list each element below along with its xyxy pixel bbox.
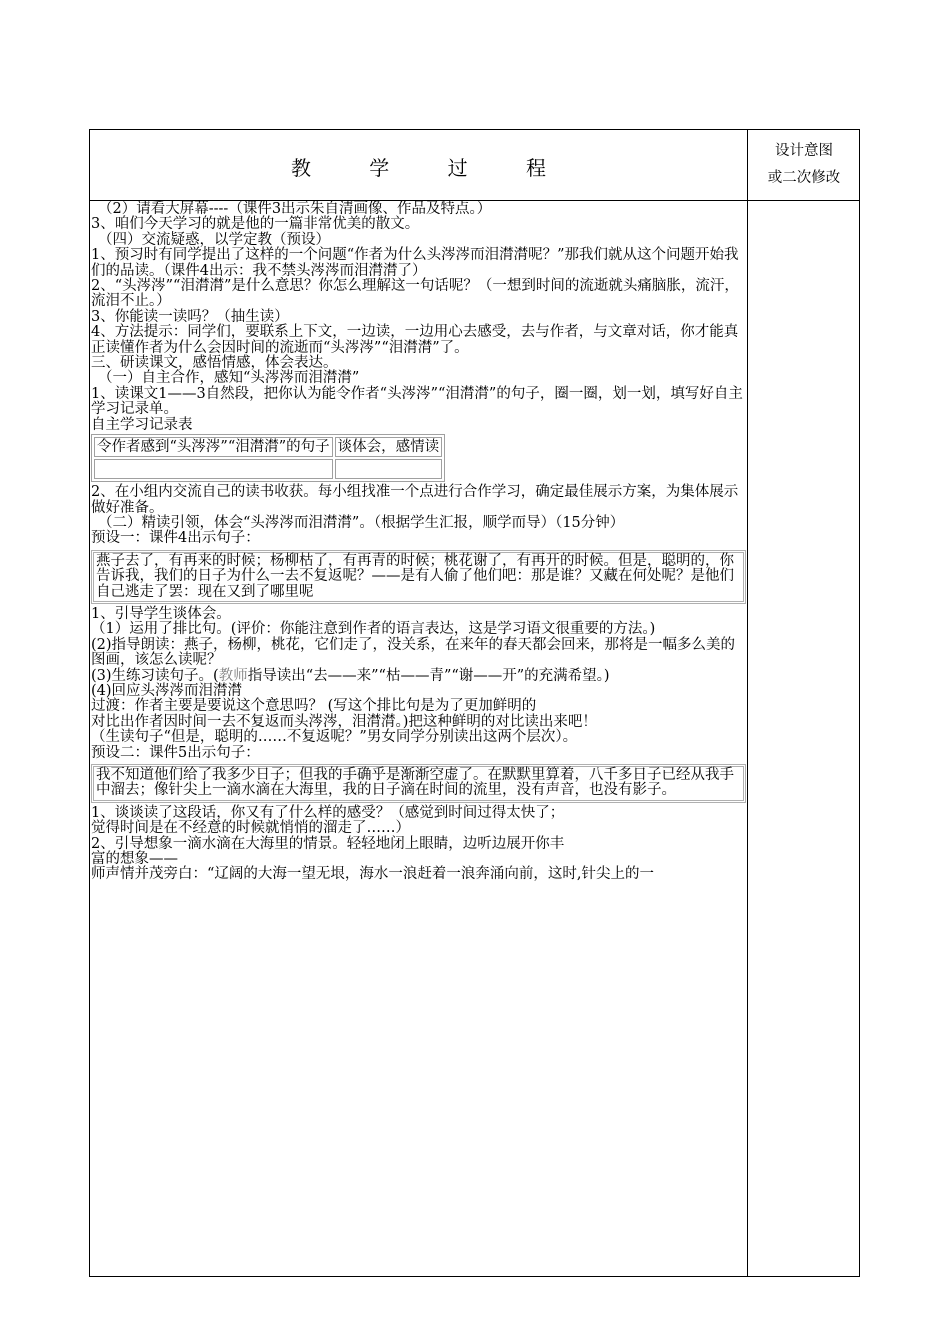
line: 觉得时间是在不经意的时候就悄悄的溜走了……） — [91, 820, 410, 837]
design-intent-line2: 或二次修改 — [767, 170, 841, 186]
line: 师声情并茂旁白：“辽阔的大海一望无垠，海水一浪赶着一浪奔涌向前，这时,针尖上的一 — [91, 866, 655, 883]
process-heading: 教 学 过 程 — [290, 156, 573, 180]
table-row — [94, 459, 442, 479]
line: 4、方法提示：同学们，要联系上下文，一边读，一边用心去感受，去与作者，与文章对话，你才能真正读懂作者为什么会因时间的流逝而“头涔涔”“泪潸潸”了。 — [91, 324, 739, 356]
line: 2、“头涔涔”“泪潸潸”是什么意思？你怎么理解这一句话呢？（一想到时间的流逝就头痛脑胀，流汗，流泪不止。） — [91, 278, 739, 310]
teacher-link[interactable]: 教师 — [218, 667, 248, 684]
line: （1）运用了排比句。(评价：你能注意到作者的语言表达，这是学习语文很重要的方法。) — [91, 621, 656, 638]
line: 3、你能读一读吗？（抽生读） — [91, 308, 289, 325]
line: （四）交流疑惑，以学定教（预设） — [98, 231, 330, 248]
line: （2）请看大屏幕----（课件3出示朱自清画像、作品及特点。） — [98, 201, 492, 217]
line — [91, 669, 746, 684]
record-table — [91, 434, 445, 482]
line: 1、引导学生谈体会。 — [91, 605, 231, 622]
line: 2、引导想象一滴水滴在大海里的情景。轻轻地闭上眼睛，边听边展开你丰 — [91, 835, 565, 852]
line: （一）自主合作，感知“头涔涔而泪潸潸” — [98, 370, 360, 387]
line: （生读句子“但是，聪明的……不复返呢？”男女同学分别读出这两个层次）。 — [91, 729, 578, 746]
line: （二）精读引领，体会“头涔涔而泪潸潸”。（根据学生汇报，顺学而导）（15分钟） — [98, 514, 625, 531]
record-table-header-sentences: 令作者感到“头涔涔”“泪潸潸”的句子 — [94, 437, 333, 457]
line: (2)指导朗读：燕子，杨柳，桃花，它们走了，没关系，在来年的春天都会回来，那将是一幅多么美的图画，该怎么读呢？ — [91, 636, 736, 669]
line: (4)回应头涔涔而泪潸潸 — [91, 682, 243, 699]
record-table-title: 自主学习记录表 — [91, 416, 193, 433]
line: 2、在小组内交流自己的读书收获。每小组找准一个点进行合作学习，确定最佳展示方案，为集体展示做好准备。 — [91, 484, 739, 516]
line-part: 指导读出“去——来”“枯——青”“谢——开”的充满希望。) — [247, 667, 610, 684]
table-row — [94, 437, 442, 457]
record-table-cell[interactable] — [335, 459, 443, 479]
line: 富的想象—— — [91, 851, 178, 868]
quote-box-1: 燕子去了，有再来的时候；杨柳枯了，有再青的时候；桃花谢了，有再开的时候。但是，聪明的，你告诉我，我们的日子为什么一去不复返呢？——是有人偷了他们吧：那是谁？又藏在何处呢？是他们自己逃走了罢：现在又到了哪里呢 — [91, 550, 746, 604]
line: 对比出作者因时间一去不复返而头涔涔，泪潸潸。)把这种鲜明的对比读出来吧！ — [91, 713, 597, 730]
design-intent-heading — [748, 138, 860, 192]
record-table-cell[interactable] — [94, 459, 333, 479]
line: 3、咱们今天学习的就是他的一篇非常优美的散文。 — [91, 216, 420, 233]
line-part: (3)生练习读句子。( — [91, 667, 219, 684]
column-divider — [747, 130, 748, 1276]
line: 1、预习时有同学提出了这样的一个问题“作者为什么头涔涔而泪潸潸呢？”那我们就从这个问题开始我们的品读。（课件4出示：我不禁头涔涔而泪潸潸了） — [91, 247, 739, 279]
line: 过渡：作者主要是要说这个意思吗？ (写这个排比句是为了更加鲜明的 — [91, 698, 537, 715]
lesson-plan-table — [89, 129, 860, 1277]
line: 预设一：课件4出示句子： — [91, 530, 260, 547]
record-table-header-feelings: 谈体会，感情读 — [335, 437, 443, 457]
process-content — [91, 202, 746, 883]
line: 预设二：课件5出示句子： — [91, 744, 260, 761]
line: 1、读课文1——3自然段，把你认为能令作者“头涔涔”“泪潸潸”的句子，圈一圈，划一划，填写好自主学习记录单。 — [91, 385, 743, 418]
line: 1、谈谈读了这段话，你又有了什么样的感受？（感觉到时间过得太快了； — [91, 804, 565, 821]
line: 三、研读课文，感悟情感，体会表达。 — [91, 355, 338, 372]
quote-box-2: 我不知道他们给了我多少日子；但我的手确乎是渐渐空虚了。在默默里算着，八千多日子已经从我手中溜去；像针尖上一滴水滴在大海里，我的日子滴在时间的流里，没有声音，也没有影子。 — [91, 764, 746, 803]
design-intent-line1: 设计意图 — [775, 143, 833, 159]
